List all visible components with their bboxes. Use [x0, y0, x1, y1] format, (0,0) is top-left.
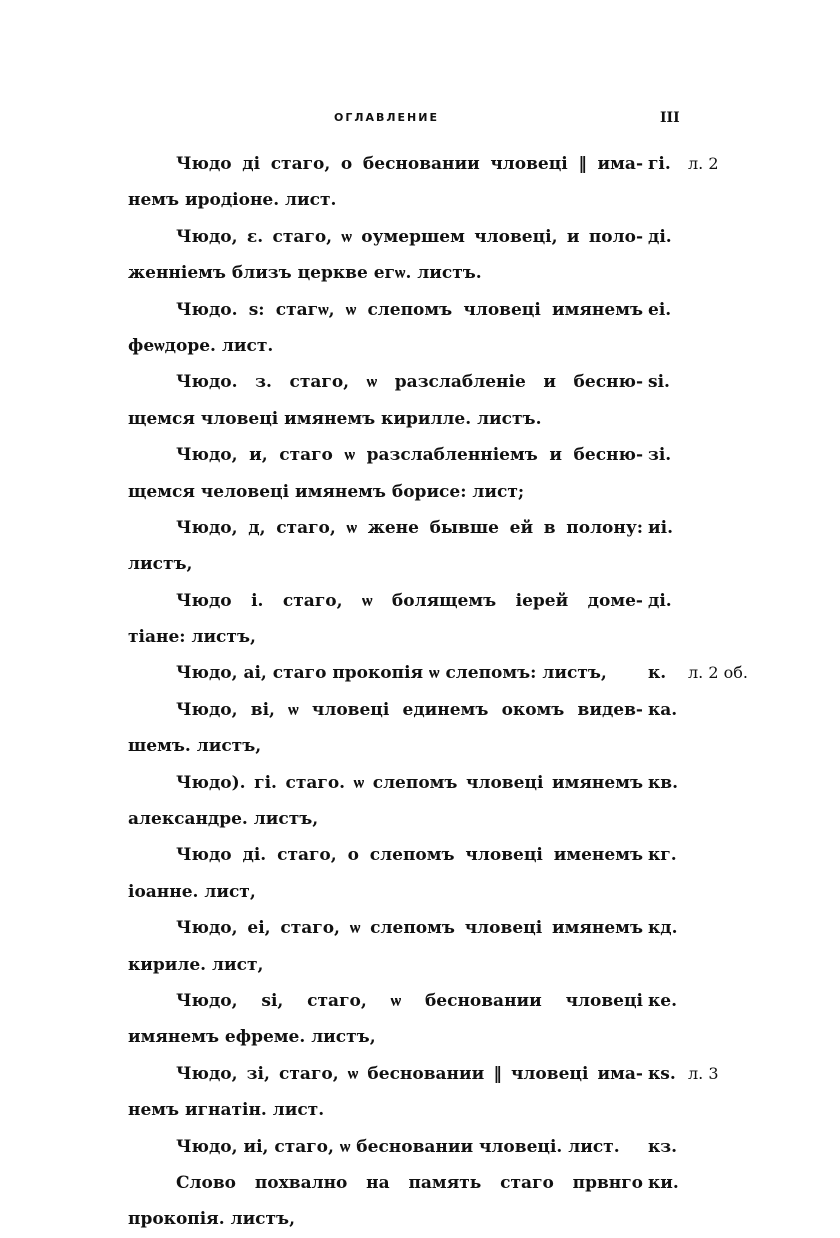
toc-entry-line [128, 619, 778, 655]
toc-entry-line [128, 546, 778, 582]
toc-entry [128, 146, 778, 219]
running-title: ОГЛАВЛЕНИЕ [334, 111, 439, 124]
toc-entry-line [128, 692, 778, 728]
toc-entry-text: іоанне. лист, [128, 881, 256, 902]
toc-entry-text: тіане: листъ, [128, 627, 256, 648]
toc-entry-line [128, 801, 778, 837]
toc-folio-number: ді. [648, 226, 672, 247]
toc-entry-text: Чюдо. ѕ: стагѡ, ѡ слепомъ чловеці имянемъ [176, 299, 643, 320]
toc-folio-number: кѕ. [648, 1063, 676, 1084]
toc-entry-line [128, 510, 778, 546]
toc-entry-text: прокопія. листъ, [128, 1209, 296, 1230]
toc-entry [128, 437, 778, 510]
toc-entry-text: Чюдо. з. стаго, ѡ разслабленіе и бесню- [176, 372, 643, 393]
toc-entry-text: Чюдо, аі, стаго прокопія ѡ слепомъ: листъ, [176, 663, 607, 684]
toc-folio-number: кд. [648, 918, 678, 939]
toc-entry [128, 1056, 778, 1129]
toc-entry [128, 292, 778, 365]
toc-entry-text: имянемъ ефреме. листъ, [128, 1027, 376, 1048]
toc-entry [128, 910, 778, 983]
toc-entry-text: Чюдо, ѕі, стаго, ѡ бесновании чловеці [176, 990, 643, 1011]
toc-entry [128, 1129, 778, 1165]
toc-entry [128, 364, 778, 437]
toc-entry [128, 983, 778, 1056]
table-of-contents [128, 146, 778, 1238]
toc-folio-number: ѕі. [648, 372, 670, 393]
toc-entry-line [128, 1019, 778, 1055]
toc-entry-line [128, 1165, 778, 1201]
toc-entry-text: немъ иродіоне. лист. [128, 190, 337, 211]
toc-folio-number: ки. [648, 1172, 679, 1193]
toc-entry-text: листъ, [128, 554, 193, 575]
toc-entry-text: феѡдоре. лист. [128, 335, 274, 356]
toc-entry-text: Чюдо і. стаго, ѡ болящемъ іерей доме- [176, 590, 643, 611]
page-number: III [660, 110, 680, 126]
toc-entry [128, 765, 778, 838]
toc-entry-line [128, 765, 778, 801]
toc-folio-number: иі. [648, 517, 673, 538]
toc-entry-line [128, 583, 778, 619]
toc-entry-line [128, 837, 778, 873]
toc-folio-number: ке. [648, 990, 678, 1011]
toc-entry-line [128, 146, 778, 182]
toc-entry-text: Чюдо, ε. стаго, ѡ оумершем чловеці, и поло- [176, 226, 643, 247]
toc-entry-line [128, 437, 778, 473]
toc-folio-number: ді. [648, 590, 672, 611]
toc-entry-text: Чюдо ді стаго, о бесновании чловеці ‖ има- [176, 154, 643, 174]
toc-entry-line [128, 947, 778, 983]
toc-entry-line [128, 401, 778, 437]
toc-entry [128, 655, 778, 691]
toc-entry-text: Чюдо, иі, стаго, ѡ бесновании чловеці. лист. [176, 1136, 620, 1157]
toc-entry-text: александре. листъ, [128, 809, 319, 830]
toc-leaf-reference: л. 2 [688, 154, 719, 173]
toc-entry-text: Чюдо, еі, стаго, ѡ слепомъ чловеці имянемъ [176, 918, 643, 939]
toc-folio-number: кз. [648, 1136, 678, 1157]
toc-entry-line [128, 1092, 778, 1128]
toc-entry [128, 837, 778, 910]
toc-entry-text: Чюдо). гі. стаго. ѡ слепомъ чловеці имянемъ [176, 772, 643, 793]
toc-entry-text: Чюдо, и, стаго ѡ разслабленніемъ и бесню- [176, 445, 643, 466]
toc-entry [128, 219, 778, 292]
toc-entry-line [128, 1201, 778, 1237]
toc-entry-text: щемся человеці имянемъ борисе: лист; [128, 481, 525, 502]
toc-folio-number: ка. [648, 699, 678, 720]
toc-entry-line [128, 1056, 778, 1092]
toc-entry-line [128, 655, 778, 691]
toc-entry-line [128, 328, 778, 364]
toc-leaf-reference: л. 2 об. [688, 663, 748, 683]
toc-entry-line [128, 910, 778, 946]
toc-entry-line [128, 292, 778, 328]
toc-entry-line [128, 728, 778, 764]
toc-entry-text: кириле. лист, [128, 954, 264, 975]
toc-entry-text: щемся чловеці имянемъ кирилле. листъ. [128, 408, 542, 429]
toc-entry-text: Чюдо, зі, стаго, ѡ бесновании ‖ чловеці има- [176, 1063, 643, 1084]
toc-entry-line [128, 474, 778, 510]
toc-folio-number: зі. [648, 445, 672, 466]
toc-entry-text: Слово похвално на память стаго првнго [176, 1172, 643, 1193]
toc-entry-text: Чюдо ді. стаго, о слепомъ чловеці именемъ [176, 845, 643, 866]
toc-entry-text: женніемъ близъ церкве егѡ. листъ. [128, 263, 482, 284]
toc-entry-line [128, 983, 778, 1019]
toc-entry [128, 1165, 778, 1238]
toc-entry [128, 583, 778, 656]
toc-folio-number: кг. [648, 845, 677, 866]
toc-entry-text: немъ игнатін. лист. [128, 1100, 325, 1121]
toc-folio-number: гі. [648, 154, 671, 174]
toc-entry-line [128, 1129, 778, 1165]
toc-folio-number: кв. [648, 772, 679, 793]
toc-entry [128, 510, 778, 583]
toc-entry-text: шемъ. листъ, [128, 736, 262, 757]
toc-entry-line [128, 219, 778, 255]
toc-entry-text: Чюдо, д, стаго, ѡ жене бывше ей в полону: [176, 517, 643, 538]
toc-entry-line [128, 182, 778, 218]
toc-entry-line [128, 874, 778, 910]
toc-leaf-reference: л. 3 [688, 1063, 719, 1083]
toc-entry-line [128, 255, 778, 291]
toc-entry-line [128, 364, 778, 400]
toc-folio-number: еі. [648, 299, 672, 320]
toc-entry [128, 692, 778, 765]
toc-folio-number: к. [648, 663, 667, 684]
toc-entry-text: Чюдо, ві, ѡ чловеці единемъ окомъ видев- [176, 699, 643, 720]
